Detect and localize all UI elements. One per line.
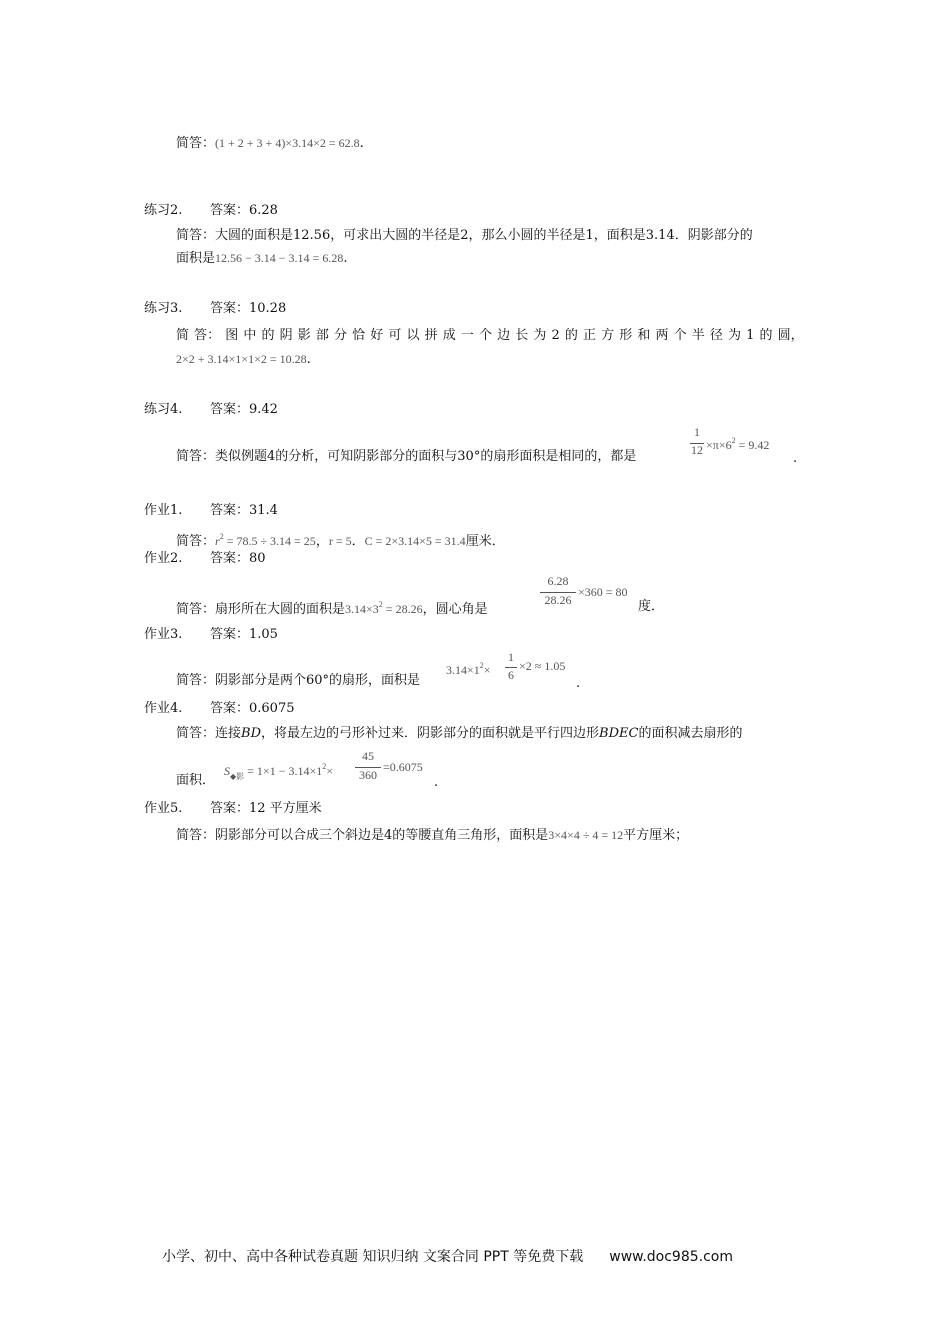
homework-4-times: × [326, 764, 334, 778]
exercise-3-char: 圆， [777, 328, 804, 343]
homework-5-suffix: 平方厘米； [623, 828, 689, 843]
homework-2-formula-2: ×360 = 80 [578, 585, 628, 599]
exercise-3-char: 的 [759, 328, 773, 343]
exercise-4-formula [706, 432, 769, 454]
exercise-2-suffix: . [343, 251, 348, 266]
exercise-3-char: 拼 [424, 328, 438, 343]
intro-formula: (1 + 2 + 3 + 4)×3.14×2 = 62.8 [215, 136, 360, 150]
exercise-2-prefix: 面积是 [176, 251, 216, 266]
homework-2-frac-den: 28.26 [544, 593, 572, 607]
homework-1-sep-1: ， [315, 534, 329, 549]
homework-2-explanation [176, 596, 488, 619]
homework-2-frac-num: 6.28 [547, 574, 569, 588]
exercise-3-explanation-1 [176, 327, 804, 345]
exercise-3-char: 图 [225, 328, 239, 343]
homework-3-frac-den: 6 [508, 668, 514, 682]
homework-2-answer: 答案：80 [210, 551, 266, 566]
footer-text: 小学、初中、高中各种试卷真题 知识归纳 文案合同 PPT 等免费下载 [162, 1249, 584, 1265]
exercise-3-char: 个 [479, 328, 493, 343]
homework-1-sup: 2 [219, 532, 224, 541]
exercise-2-formula: 12.56 − 3.14 − 3.14 = 6.28 [215, 251, 344, 265]
exercise-3-formula: 2×2 + 3.14×1×1×2 = 10.28 [176, 352, 307, 366]
intro-prefix: 简答： [176, 136, 216, 151]
homework-3-frac-num: 1 [508, 650, 514, 664]
homework-1-formula-2: r = 5 [328, 534, 352, 548]
exercise-2-explanation-1: 简答：大圆的面积是12.56，可求出大圆的半径是2，那么小圆的半径是1，面积是3.14．阴影部分的 [176, 228, 753, 243]
homework-4-explanation-1 [176, 725, 742, 743]
homework-1-sep-2: ． [351, 534, 365, 549]
exercise-3-char: 为 [533, 328, 547, 343]
exercise-3-suffix: . [306, 352, 311, 367]
homework-4-text-a: 简答：连接 [176, 726, 242, 741]
homework-4-frac-num: 45 [362, 749, 374, 763]
homework-3-times: × [483, 663, 491, 677]
homework-2-mid: ，圆心角是 [422, 602, 488, 617]
homework-1-formula-3: C = 2×3.14×5 = 31.4 [364, 534, 466, 548]
exercise-3-char: 正 [583, 328, 597, 343]
homework-2-formula-1 [345, 602, 423, 616]
homework-4-text-c: ，将最左边的弓形补过来．阴影部分的面积就是平行四边形 [261, 726, 600, 741]
exercise-3-char: 1 [746, 328, 755, 343]
exercise-3-char: 分 [334, 328, 348, 343]
exercise-3-char: 好 [370, 328, 384, 343]
exercise-3-label: 练习3. [144, 301, 183, 316]
exercise-3-char: 一 [460, 328, 474, 343]
homework-2-text: 简答：扇形所在大圆的面积是 [176, 602, 346, 617]
homework-5-formula: 3×4×4 ÷ 4 = 12 [548, 828, 624, 842]
exercise-4-explanation: 简答：类似例题4的分析，可知阴影部分的面积与30°的扇形面积是相同的，都是 [176, 449, 637, 464]
footer-url[interactable]: www.doc985.com [609, 1249, 733, 1265]
exercise-3-char: 边 [497, 328, 511, 343]
exercise-3-char: 以 [406, 328, 420, 343]
homework-1-explanation [176, 528, 505, 551]
exercise-3-char: 可 [388, 328, 402, 343]
intro-suffix: . [359, 136, 364, 151]
exercise-4-label: 练习4. [144, 402, 183, 417]
homework-4-formula-pre: = 1×1 − 3.14×1 [244, 764, 323, 778]
homework-4-segment-bd: BD [241, 726, 261, 741]
exercise-3-char: 答： [194, 328, 221, 343]
homework-5-answer: 答案：12 平方厘米 [210, 801, 322, 816]
answer-line-intro [176, 134, 364, 153]
exercise-2-label: 练习2. [144, 203, 183, 218]
exercise-3-char: 影 [297, 328, 311, 343]
exercise-4-formula-tail: ×π×6 [706, 438, 732, 452]
exercise-3-char: 形 [619, 328, 633, 343]
homework-3-explanation: 简答：阴影部分是两个60°的扇形，面积是 [176, 673, 421, 688]
homework-3-sup: 2 [479, 661, 484, 670]
exercise-3-explanation-2 [176, 350, 311, 369]
exercise-3-char: 为 [728, 328, 742, 343]
exercise-3-char: 的 [261, 328, 275, 343]
homework-1-formula-1-tail: = 78.5 ÷ 3.14 = 25 [223, 534, 316, 548]
homework-4-label: 作业4. [144, 701, 183, 716]
exercise-3-char: 2 [551, 328, 560, 343]
homework-4-formula [224, 758, 333, 786]
homework-3-header [144, 626, 278, 644]
exercise-3-char: 中 [243, 328, 257, 343]
homework-2-sup: 2 [378, 600, 383, 609]
homework-5-header [144, 800, 322, 818]
exercise-3-header [144, 300, 286, 318]
homework-4-suffix: . [434, 775, 439, 790]
homework-2-header [144, 550, 266, 568]
homework-4-header [144, 700, 295, 718]
homework-4-sub: ◆影 [230, 772, 245, 781]
homework-4-answer: 答案：0.6075 [210, 701, 295, 716]
homework-1-answer: 答案：31.4 [210, 503, 278, 518]
homework-5-explanation [176, 826, 688, 845]
homework-3-formula [446, 657, 491, 679]
exercise-3-char: 径 [709, 328, 723, 343]
homework-4-text-e: 的面积减去扇形的 [638, 726, 743, 741]
exercise-4-frac-den: 12 [691, 443, 703, 457]
homework-2-suffix: 度． [638, 599, 665, 614]
homework-1-label: 作业1. [144, 503, 183, 518]
page-footer [162, 1246, 733, 1266]
homework-1-formula-1 [215, 534, 316, 548]
homework-5-label: 作业5. [144, 801, 183, 816]
exercise-3-char: 恰 [352, 328, 366, 343]
exercise-3-char: 简 [176, 328, 190, 343]
homework-1-var-r: r [215, 534, 220, 548]
homework-3-formula-tail: ×2 ≈ 1.05 [519, 659, 566, 673]
exercise-3-char: 的 [564, 328, 578, 343]
homework-2-label: 作业2. [144, 551, 183, 566]
exercise-4-header [144, 401, 278, 419]
homework-4-sup: 2 [322, 762, 327, 771]
homework-1-prefix: 简答： [176, 534, 216, 549]
exercise-2-explanation-2 [176, 249, 347, 268]
homework-2-formula-1-base: 3.14×3 [345, 602, 379, 616]
homework-4-frac-den: 360 [359, 768, 377, 782]
exercise-3-answer: 答案：10.28 [210, 301, 287, 316]
homework-4-explanation-2: 面积． [176, 773, 216, 788]
homework-3-answer: 答案：1.05 [210, 627, 278, 642]
homework-3-label: 作业3. [144, 627, 183, 642]
homework-3-suffix: . [576, 676, 581, 691]
exercise-4-answer: 答案：9.42 [210, 402, 278, 417]
exercise-3-char: 方 [601, 328, 615, 343]
exercise-4-formula-end: = 9.42 [735, 438, 770, 452]
homework-5-text: 简答：阴影部分可以合成三个斜边是4的等腰直角三角形，面积是 [176, 828, 549, 843]
exercise-3-char: 阴 [279, 328, 293, 343]
homework-1-suffix: 厘米． [465, 534, 505, 549]
homework-4-formula-tail: =0.6075 [383, 760, 423, 774]
homework-1-header [144, 502, 278, 520]
exercise-3-char: 和 [637, 328, 651, 343]
homework-3-formula-pre: 3.14×1 [446, 663, 480, 677]
exercise-2-answer: 答案：6.28 [210, 203, 278, 218]
homework-4-var-s: S [224, 764, 230, 778]
exercise-3-char: 两 [655, 328, 669, 343]
exercise-4-suffix: . [793, 451, 798, 466]
exercise-3-char: 个 [673, 328, 687, 343]
exercise-3-char: 长 [515, 328, 529, 343]
homework-4-shape-bdec: BDEC [599, 726, 639, 741]
exercise-3-char: 半 [691, 328, 705, 343]
exercise-3-char: 部 [315, 328, 329, 343]
exercise-4-frac-num: 1 [694, 425, 700, 439]
exercise-4-formula-sup: 2 [731, 436, 736, 445]
homework-2-formula-1-tail: = 28.26 [382, 602, 423, 616]
exercise-2-header [144, 202, 278, 220]
exercise-3-char: 成 [442, 328, 456, 343]
